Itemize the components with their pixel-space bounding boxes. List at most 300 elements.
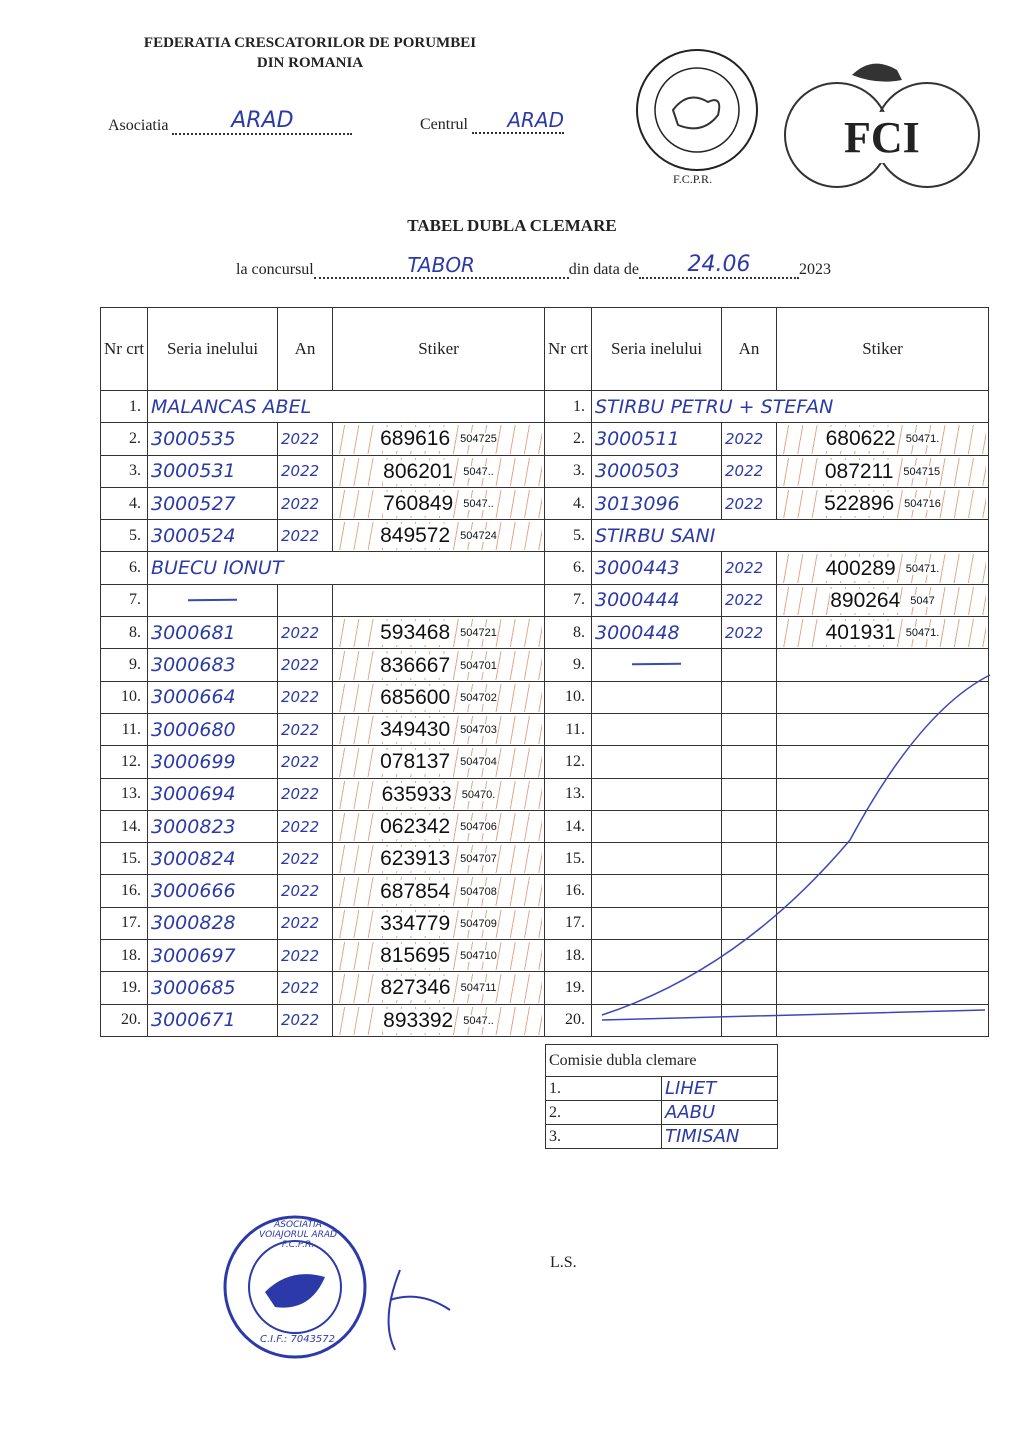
row-number: 13. — [101, 778, 148, 810]
sticker-number: 836667 — [380, 653, 451, 677]
row-number: 2. — [101, 423, 148, 455]
column-nr: Nr crt — [545, 308, 592, 391]
stamp-text: ASOCIATIA VOIAJORUL ARAD F.C.P.R. — [258, 1220, 337, 1250]
sticker-label — [779, 619, 986, 647]
sticker-cell — [777, 1004, 989, 1036]
sticker-cell — [777, 584, 989, 616]
centrul-field — [420, 108, 564, 134]
header-row — [545, 308, 989, 391]
fci-logo — [782, 40, 982, 190]
ring-year: 2022 — [722, 455, 777, 487]
sticker-cell — [333, 778, 545, 810]
sticker-code: 504710 — [460, 950, 497, 963]
ring-series: 3000531 — [148, 455, 278, 487]
table-row — [545, 423, 989, 455]
sticker-code: 5047.. — [463, 498, 494, 511]
sticker-number: 087211 — [824, 459, 894, 483]
sticker-number: 687854 — [380, 879, 451, 903]
sticker-number: 685600 — [380, 685, 451, 709]
table-row — [101, 520, 545, 552]
sticker-code: 504708 — [460, 885, 497, 898]
row-number: 6. — [101, 552, 148, 584]
row-number: 18. — [101, 940, 148, 972]
row-number: 13. — [545, 778, 592, 810]
row-number: 11. — [101, 713, 148, 745]
row-number: 7. — [101, 584, 148, 616]
row-number: 18. — [545, 940, 592, 972]
ring-year — [722, 875, 777, 907]
column-seria: Seria inelului — [592, 308, 722, 391]
contest-year: 2023 — [798, 261, 831, 278]
fci-text: FCI — [844, 113, 920, 162]
ring-series — [592, 681, 722, 713]
table-row — [545, 391, 989, 423]
strike-line — [188, 599, 237, 602]
owner-name: STIRBU PETRU + STEFAN — [592, 391, 989, 423]
sticker-cell — [777, 487, 989, 519]
sticker-code: 504701 — [460, 659, 497, 672]
table-row — [101, 1004, 545, 1036]
table-row — [101, 617, 545, 649]
sticker-number: 890264 — [830, 588, 901, 612]
sticker-label — [335, 877, 542, 905]
sticker-code: 50470. — [461, 788, 496, 801]
row-number: 1. — [545, 391, 592, 423]
sticker-code: 504709 — [460, 917, 497, 930]
centrul-label: Centrul — [420, 116, 468, 133]
ring-year: 2022 — [278, 746, 333, 778]
sticker-code: 50471. — [905, 433, 940, 446]
ring-series: 3000828 — [148, 907, 278, 939]
sticker-cell — [333, 713, 545, 745]
sticker-label — [779, 587, 986, 615]
member-number: 2. — [546, 1101, 662, 1125]
row-number: 17. — [545, 907, 592, 939]
sticker-cell — [777, 810, 989, 842]
sticker-cell — [777, 552, 989, 584]
row-number: 17. — [101, 907, 148, 939]
table-row — [545, 1004, 989, 1036]
row-number: 20. — [545, 1004, 592, 1036]
ring-year: 2022 — [278, 423, 333, 455]
table-row — [545, 940, 989, 972]
sticker-label — [335, 458, 542, 486]
row-number: 20. — [101, 1004, 148, 1036]
sticker-label — [779, 425, 986, 453]
sticker-cell — [333, 746, 545, 778]
sticker-code: 504706 — [460, 821, 497, 833]
ring-year — [278, 584, 333, 616]
ring-year — [722, 810, 777, 842]
ring-series: 3000443 — [592, 552, 722, 584]
federation-line2: DIN ROMANIA — [256, 55, 364, 71]
sticker-cell — [333, 1004, 545, 1036]
table-row — [545, 520, 989, 552]
contest-line — [236, 252, 831, 279]
ring-year: 2022 — [278, 713, 333, 745]
table-row — [545, 455, 989, 487]
table-row — [101, 875, 545, 907]
sticker-label — [335, 1007, 542, 1035]
column-an: An — [278, 308, 333, 391]
table-row — [545, 810, 989, 842]
ring-year: 2022 — [722, 584, 777, 616]
row-number: 16. — [545, 875, 592, 907]
association-stamp — [220, 1212, 370, 1362]
sticker-label — [335, 942, 542, 970]
sticker-label — [335, 845, 542, 873]
row-number: 1. — [101, 391, 148, 423]
table-row — [545, 843, 989, 875]
table-row — [545, 713, 989, 745]
table-row — [545, 487, 989, 519]
column-an: An — [722, 308, 777, 391]
table-row — [101, 681, 545, 713]
sticker-code: 504721 — [460, 627, 497, 640]
sticker-label — [335, 716, 542, 744]
member-name: TIMISAN — [662, 1125, 778, 1149]
column-stiker: Stiker — [333, 308, 545, 391]
sticker-cell — [333, 423, 545, 455]
sticker-number: 062342 — [380, 815, 451, 838]
header-row — [101, 308, 545, 391]
ring-year: 2022 — [278, 843, 333, 875]
ring-series — [592, 940, 722, 972]
sticker-code: 504704 — [460, 756, 497, 769]
contest-date: 24.06 — [639, 252, 799, 279]
ring-year: 2022 — [278, 875, 333, 907]
sticker-code: 504707 — [460, 853, 497, 866]
table-row — [101, 746, 545, 778]
sticker-label — [335, 490, 542, 518]
ring-series — [592, 746, 722, 778]
asociatia-value: ARAD — [172, 108, 352, 135]
ring-series: 3000444 — [592, 584, 722, 616]
ring-series: 3013096 — [592, 487, 722, 519]
ring-year — [722, 972, 777, 1004]
contest-name: TABOR — [314, 253, 569, 279]
centrul-value: ARAD — [472, 108, 564, 134]
table-row — [545, 552, 989, 584]
sticker-cell — [333, 843, 545, 875]
row-number: 8. — [545, 617, 592, 649]
sticker-number: 401931 — [825, 621, 896, 645]
table-row — [101, 713, 545, 745]
ring-series — [148, 584, 278, 616]
member-number: 1. — [546, 1077, 662, 1101]
ring-year — [722, 649, 777, 681]
table-row — [545, 746, 989, 778]
ring-year — [722, 843, 777, 875]
ring-year: 2022 — [722, 552, 777, 584]
ring-series — [592, 778, 722, 810]
sticker-code: 504725 — [460, 433, 497, 446]
row-number: 2. — [545, 423, 592, 455]
ring-year: 2022 — [278, 940, 333, 972]
commission-row — [546, 1125, 778, 1149]
ring-series: 3000694 — [148, 778, 278, 810]
owner-name: STIRBU SANI — [592, 520, 989, 552]
sticker-number: 635933 — [381, 782, 452, 806]
row-number: 5. — [101, 520, 148, 552]
ring-year: 2022 — [278, 1004, 333, 1036]
asociatia-field — [108, 108, 352, 135]
sticker-cell — [333, 584, 545, 616]
sticker-label — [335, 974, 542, 1002]
ring-series — [592, 843, 722, 875]
sticker-number: 593468 — [380, 621, 451, 645]
sticker-label — [335, 781, 542, 809]
column-stiker: Stiker — [777, 308, 989, 391]
ring-year — [722, 778, 777, 810]
sticker-cell — [333, 875, 545, 907]
ring-year: 2022 — [278, 455, 333, 487]
sticker-cell — [777, 423, 989, 455]
date-label: din data de — [568, 261, 639, 278]
ring-year — [722, 681, 777, 713]
ring-series: 3000683 — [148, 649, 278, 681]
sticker-label — [779, 458, 986, 486]
sticker-cell — [777, 778, 989, 810]
ring-year: 2022 — [278, 907, 333, 939]
ring-year: 2022 — [278, 810, 333, 842]
federation-name — [95, 33, 525, 73]
table-row — [101, 455, 545, 487]
ring-series: 3000664 — [148, 681, 278, 713]
ring-year: 2022 — [278, 520, 333, 552]
table-row — [545, 972, 989, 1004]
member-name: LIHET — [662, 1077, 778, 1101]
sticker-cell — [333, 649, 545, 681]
federation-line1: FEDERATIA CRESCATORILOR DE PORUMBEI — [143, 35, 477, 51]
table-row — [101, 972, 545, 1004]
sticker-cell — [777, 681, 989, 713]
row-number: 19. — [545, 972, 592, 1004]
ring-series: 3000699 — [148, 746, 278, 778]
member-name: AABU — [662, 1101, 778, 1125]
contest-label: la concursul — [236, 261, 314, 278]
ring-year: 2022 — [722, 423, 777, 455]
sticker-label — [779, 554, 986, 582]
document-title: TABEL DUBLA CLEMARE — [407, 216, 617, 235]
ring-series — [592, 649, 722, 681]
table-row — [545, 584, 989, 616]
row-number: 8. — [101, 617, 148, 649]
right-table — [544, 307, 989, 1037]
sticker-number: 680622 — [825, 427, 896, 451]
sticker-cell — [777, 455, 989, 487]
row-number: 5. — [545, 520, 592, 552]
sticker-code: 50471. — [905, 627, 940, 640]
ring-series: 3000511 — [592, 423, 722, 455]
sticker-label — [335, 651, 542, 679]
row-number: 15. — [545, 843, 592, 875]
ring-series: 3000535 — [148, 423, 278, 455]
ring-series — [592, 810, 722, 842]
ring-year: 2022 — [722, 617, 777, 649]
ring-year — [722, 907, 777, 939]
member-number: 3. — [546, 1125, 662, 1149]
ring-year — [722, 1004, 777, 1036]
table-row — [101, 391, 545, 423]
stamp-cif: C.I.F.: 7043572 — [260, 1334, 336, 1345]
sticker-number: 689616 — [380, 427, 451, 451]
commission-row — [546, 1077, 778, 1101]
sticker-code: 504703 — [460, 724, 497, 737]
sticker-number: 349430 — [380, 718, 451, 742]
sticker-cell — [333, 907, 545, 939]
table-row — [545, 649, 989, 681]
row-number: 9. — [101, 649, 148, 681]
sticker-number: 760849 — [383, 492, 454, 516]
ring-year — [722, 940, 777, 972]
sticker-number: 827346 — [380, 976, 451, 1000]
column-seria: Seria inelului — [148, 308, 278, 391]
sticker-cell — [777, 746, 989, 778]
table-row — [101, 487, 545, 519]
sticker-code: 504724 — [460, 530, 497, 543]
table-row — [545, 778, 989, 810]
sticker-label — [335, 619, 542, 647]
sticker-cell — [333, 972, 545, 1004]
ring-year: 2022 — [278, 649, 333, 681]
table-row — [545, 681, 989, 713]
ring-series — [592, 875, 722, 907]
sticker-cell — [333, 940, 545, 972]
sticker-code: 50471. — [905, 562, 940, 575]
ring-year: 2022 — [278, 681, 333, 713]
sticker-code: 504715 — [903, 465, 941, 478]
table-row — [101, 778, 545, 810]
row-number: 4. — [545, 487, 592, 519]
ring-series: 3000448 — [592, 617, 722, 649]
row-number: 16. — [101, 875, 148, 907]
row-number: 3. — [101, 455, 148, 487]
ring-series: 3000680 — [148, 713, 278, 745]
table-row — [101, 584, 545, 616]
ring-year — [722, 713, 777, 745]
ring-series: 3000697 — [148, 940, 278, 972]
table-row — [101, 940, 545, 972]
sticker-label — [779, 490, 986, 518]
sticker-cell — [333, 520, 545, 552]
ring-year: 2022 — [278, 487, 333, 519]
fcpr-abbr: F.C.P.R. — [673, 172, 713, 186]
sticker-cell — [777, 972, 989, 1004]
ring-year: 2022 — [722, 487, 777, 519]
sticker-label — [335, 522, 542, 550]
ring-year — [722, 746, 777, 778]
table-row — [101, 423, 545, 455]
ring-series: 3000685 — [148, 972, 278, 1004]
ring-series: 3000524 — [148, 520, 278, 552]
row-number: 7. — [545, 584, 592, 616]
row-number: 14. — [101, 810, 148, 842]
owner-name: MALANCAS ABEL — [148, 391, 545, 423]
row-number: 4. — [101, 487, 148, 519]
sticker-code: 5047.. — [463, 465, 494, 478]
fcpr-logo — [628, 40, 766, 190]
row-number: 10. — [545, 681, 592, 713]
sticker-number: 334779 — [380, 911, 451, 935]
sticker-label — [335, 425, 542, 453]
commission-header — [546, 1045, 778, 1077]
ring-series: 3000671 — [148, 1004, 278, 1036]
row-number: 15. — [101, 843, 148, 875]
commission-row — [546, 1101, 778, 1125]
ring-series: 3000666 — [148, 875, 278, 907]
ring-year: 2022 — [278, 617, 333, 649]
sticker-code: 504716 — [904, 498, 941, 511]
sticker-cell — [777, 649, 989, 681]
sticker-number: 893392 — [383, 1008, 454, 1032]
sticker-label — [335, 910, 542, 938]
sticker-cell — [777, 617, 989, 649]
left-table — [100, 307, 545, 1037]
sticker-label — [335, 813, 542, 841]
row-number: 9. — [545, 649, 592, 681]
table-row — [101, 810, 545, 842]
table-row — [101, 907, 545, 939]
row-number: 12. — [545, 746, 592, 778]
ring-series — [592, 972, 722, 1004]
sticker-cell — [777, 843, 989, 875]
table-row — [101, 649, 545, 681]
signature — [370, 1260, 460, 1360]
commission-title: Comisie dubla clemare — [546, 1045, 778, 1077]
sticker-cell — [333, 455, 545, 487]
owner-name: BUECU IONUT — [148, 552, 545, 584]
ring-series: 3000681 — [148, 617, 278, 649]
sticker-label — [335, 684, 542, 712]
sticker-code: 504702 — [460, 691, 497, 704]
table-row — [101, 843, 545, 875]
sticker-cell — [333, 810, 545, 842]
sticker-number: 078137 — [380, 750, 451, 774]
sticker-number: 623913 — [380, 847, 451, 871]
row-number: 6. — [545, 552, 592, 584]
sticker-cell — [777, 875, 989, 907]
sticker-number: 815695 — [380, 944, 451, 968]
sticker-cell — [777, 907, 989, 939]
sticker-code: 5047 — [910, 594, 935, 607]
row-number: 19. — [101, 972, 148, 1004]
sticker-cell — [777, 940, 989, 972]
row-number: 11. — [545, 713, 592, 745]
ring-series: 3000503 — [592, 455, 722, 487]
row-number: 12. — [101, 746, 148, 778]
sticker-code: 5047.. — [463, 1014, 494, 1027]
sticker-cell — [333, 681, 545, 713]
row-number: 3. — [545, 455, 592, 487]
ring-year: 2022 — [278, 972, 333, 1004]
sticker-number: 522896 — [824, 492, 895, 516]
table-row — [545, 617, 989, 649]
column-nr: Nr crt — [101, 308, 148, 391]
sticker-cell — [333, 487, 545, 519]
commission-table — [545, 1044, 778, 1149]
row-number: 10. — [101, 681, 148, 713]
ring-series — [592, 1004, 722, 1036]
table-row — [101, 552, 545, 584]
ring-series — [592, 907, 722, 939]
asociatia-label: Asociatia — [108, 117, 169, 134]
sticker-cell — [777, 713, 989, 745]
ring-year: 2022 — [278, 778, 333, 810]
sticker-number: 806201 — [383, 459, 454, 483]
ring-series: 3000527 — [148, 487, 278, 519]
row-number: 14. — [545, 810, 592, 842]
